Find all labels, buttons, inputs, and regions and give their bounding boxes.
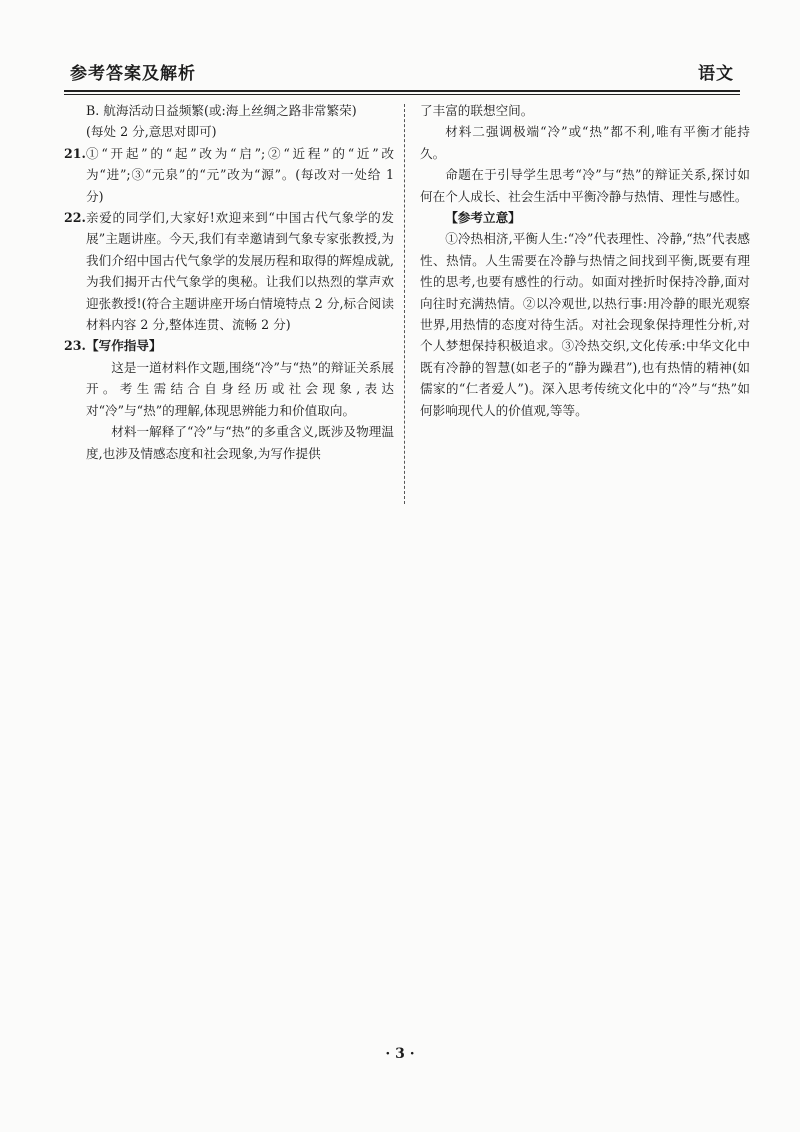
- material-two-paragraph: 材料二强调极端“冷”或“热”都不利,唯有平衡才能持久。: [420, 124, 750, 161]
- answer-item-b-score: (每处 2 分,意思对即可): [86, 124, 217, 140]
- question-21: [64, 143, 394, 207]
- header-subject: 语文: [698, 64, 734, 84]
- page-header: [64, 54, 740, 92]
- question-answer: ①“开起”的“起”改为“启”;②“近程”的“近”改为“进”;③“元泉”的“元”改为“源”。(每改对一处给 1 分): [86, 145, 394, 204]
- page-number: · 3 ·: [385, 1046, 415, 1062]
- right-column: [420, 100, 750, 421]
- left-column: [64, 100, 394, 464]
- continued-paragraph: 了丰富的联想空间。: [420, 103, 534, 118]
- answer-item-b: B. 航海活动日益频繁(或:海上丝绸之路非常繁荣): [86, 103, 357, 118]
- column-divider: [404, 104, 405, 504]
- writing-guide-paragraph: 这是一道材料作文题,围绕“冷”与“热”的辩证关系展开。考生需结合自身经历或社会现象,表达对“冷”与“热”的理解,体现思辨能力和价值取向。: [86, 359, 394, 418]
- question-22: [64, 207, 394, 335]
- writing-guide-heading: 【写作指导】: [86, 338, 162, 354]
- question-number: 23.: [64, 338, 86, 354]
- question-answer: 亲爱的同学们,大家好!欢迎来到“中国古代气象学的发展”主题讲座。今天,我们有幸邀请到气象专家张教授,为我们介绍中国古代气象学的发展历程和取得的辉煌成就,为我们揭开古代气象学的奥秘。让我们以热烈的掌声欢迎张教授!(符合主题讲座开场白情境特点 2 分,标合阅读材料内容 2 分,整体连贯、流畅 2 分): [86, 210, 394, 333]
- writing-guide-paragraph: 材料一解释了“冷”与“热”的多重含义,既涉及物理温度,也涉及情感态度和社会现象,为写作提供: [86, 424, 394, 461]
- question-23: [64, 335, 394, 356]
- question-number: 21.: [64, 145, 86, 161]
- reference-theme-heading: 【参考立意】: [445, 210, 521, 226]
- reference-theme-paragraph: ①冷热相济,平衡人生:“冷”代表理性、冷静,“热”代表感性、热情。人生需要在冷静与热情之间找到平衡,既要有理性的思考,也要有感性的行动。如面对挫折时保持冷静,面对向往时充满热情。②以冷观世,以热行事:用冷静的眼光观察世界,用热情的态度对待生活。对社会现象保持理性分析,对个人梦想保持积极追求。③冷热交织,文化传承:中华文化中既有冷静的智慧(如老子的“静为躁君”),也有热情的精神(如儒家的“仁者爱人”)。深入思考传统文化中的“冷”与“热”如何影响现代人的价值观,等等。: [420, 231, 750, 418]
- header-title: 参考答案及解析: [70, 64, 196, 84]
- intent-paragraph: 命题在于引导学生思考“冷”与“热”的辩证关系,探讨如何在个人成长、社会生活中平衡冷静与热情、理性与感性。: [420, 167, 750, 204]
- question-number: 22.: [64, 210, 86, 226]
